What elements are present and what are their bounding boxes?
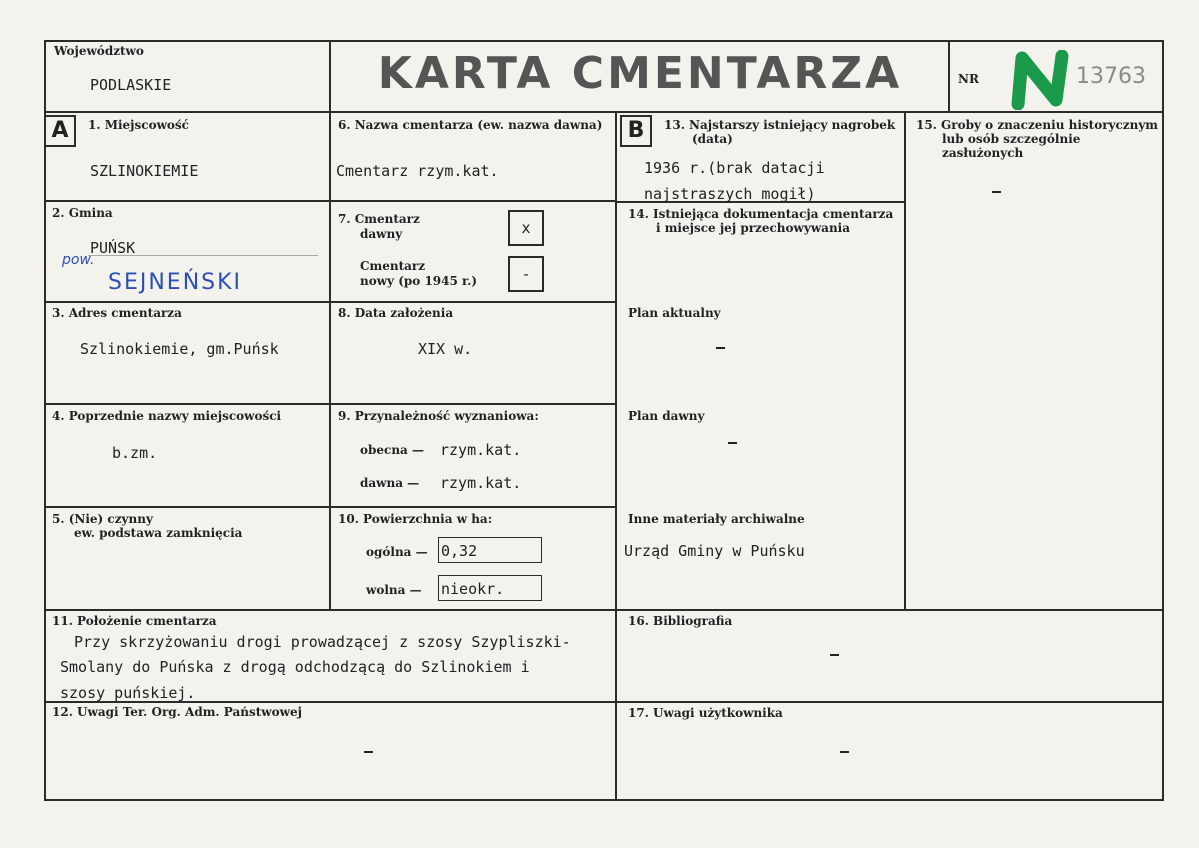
- page-title: KARTA CMENTARZA: [377, 48, 903, 99]
- f17-dash: [840, 751, 849, 753]
- wojewodztwo-label: Województwo: [54, 44, 144, 58]
- f4-value: b.zm.: [112, 444, 158, 462]
- f14-label: 14. Istniejąca dokumentacja cmentarza: [628, 207, 894, 221]
- section-a-box: A: [44, 115, 76, 147]
- f8-label: 8. Data założenia: [338, 306, 454, 320]
- inne-label: Inne materiały archiwalne: [628, 512, 805, 526]
- f8-value: XIX w.: [418, 340, 473, 358]
- plan-aktualny-label: Plan aktualny: [628, 306, 721, 320]
- nr-label: NR: [958, 72, 979, 86]
- section-b-box: B: [620, 115, 652, 147]
- f6-value: Cmentarz rzym.kat.: [336, 162, 499, 180]
- header-divider: [44, 111, 1164, 113]
- f10-wolna-label: wolna —: [366, 583, 422, 597]
- frame-top: [44, 40, 1164, 42]
- f9-obecna-label: obecna —: [360, 443, 425, 457]
- f3-label: 3. Adres cmentarza: [52, 306, 182, 320]
- f4-label: 4. Poprzednie nazwy miejscowości: [52, 409, 282, 423]
- f14-label-2: i miejsce jej przechowywania: [656, 221, 851, 235]
- f11-label: 11. Położenie cmentarza: [52, 614, 217, 628]
- f2-label: 2. Gmina: [52, 206, 113, 220]
- f7-nowy-label-2: nowy (po 1945 r.): [360, 274, 478, 288]
- f9-obecna-value: rzym.kat.: [440, 441, 522, 459]
- f2-hand-value: SEJNEŃSKI: [108, 270, 243, 295]
- row-line-3: [44, 403, 616, 405]
- f7-nowy-label: Cmentarz: [360, 259, 426, 273]
- col-divider-2: [615, 111, 617, 799]
- green-n-mark-icon: [1010, 50, 1082, 110]
- f10-wolna-field[interactable]: nieokr.: [438, 575, 542, 601]
- f15-label: 15. Groby o znaczeniu historycznym: [916, 118, 1159, 132]
- f5-label: 5. (Nie) czynny: [52, 512, 153, 526]
- inne-value: Urząd Gminy w Puńsku: [624, 542, 805, 560]
- plan-dawny-dash: [728, 442, 737, 444]
- nr-value: 13763: [1076, 64, 1146, 89]
- f7-dawny-label: 7. Cmentarz: [338, 212, 420, 226]
- f12-dash: [364, 751, 373, 753]
- frame-left: [44, 40, 46, 800]
- frame-bottom: [44, 799, 1164, 801]
- f7-dawny-checkbox[interactable]: x: [508, 210, 544, 246]
- f7-nowy-checkbox[interactable]: -: [508, 256, 544, 292]
- f15-label-2: lub osób szczególnie: [942, 132, 1081, 146]
- row-line-5: [44, 609, 1164, 611]
- plan-dawny-label: Plan dawny: [628, 409, 705, 423]
- f7-dawny-label-2: dawny: [360, 227, 403, 241]
- f16-label: 16. Bibliografia: [628, 614, 733, 628]
- f11-line-1: Przy skrzyżowaniu drogi prowadzącej z szosy Szypliszki-: [74, 633, 571, 651]
- f9-dawna-label: dawna —: [360, 476, 420, 490]
- f2-value: PUŃSK: [90, 239, 136, 257]
- f3-value: Szlinokiemie, gm.Puńsk: [80, 340, 279, 358]
- f10-ogolna-label: ogólna —: [366, 545, 428, 559]
- row-line-4: [44, 506, 616, 508]
- f10-label: 10. Powierzchnia w ha:: [338, 512, 493, 526]
- f9-dawna-value: rzym.kat.: [440, 474, 522, 492]
- f13-value-2: najstraszych mogił): [644, 185, 816, 203]
- f9-label: 9. Przynależność wyznaniowa:: [338, 409, 539, 423]
- frame-right: [1162, 40, 1164, 800]
- f1-value: SZLINOKIEMIE: [90, 162, 199, 180]
- f5-label-2: ew. podstawa zamknięcia: [74, 526, 243, 540]
- f17-label: 17. Uwagi użytkownika: [628, 706, 783, 720]
- f6-label: 6. Nazwa cmentarza (ew. nazwa dawna): [338, 118, 603, 132]
- f13-label: 13. Najstarszy istniejący nagrobek: [664, 118, 896, 132]
- f13-value-1: 1936 r.(brak datacji: [644, 159, 825, 177]
- f16-dash: [830, 654, 839, 656]
- row-line-2: [44, 301, 616, 303]
- col-divider-1: [329, 40, 331, 610]
- wojewodztwo-value: PODLASKIE: [90, 76, 172, 94]
- f1-label: 1. Miejscowość: [88, 118, 189, 132]
- f15-dash: [992, 191, 1001, 193]
- f15-label-3: zasłużonych: [942, 146, 1024, 160]
- row-line-6: [44, 701, 1164, 703]
- f12-label: 12. Uwagi Ter. Org. Adm. Państwowej: [52, 705, 302, 719]
- f10-ogolna-field[interactable]: 0,32: [438, 537, 542, 563]
- f11-line-2: Smolany do Puńska z drogą odchodzącą do Szlinokiem i: [60, 658, 530, 676]
- f13-label-2: (data): [692, 132, 733, 146]
- col-divider-3: [904, 111, 906, 610]
- f2-hand-prefix: pow.: [62, 252, 95, 268]
- row-line-1: [44, 200, 616, 202]
- f11-line-3: szosy puńskiej.: [60, 684, 196, 702]
- plan-aktualny-dash: [716, 347, 725, 349]
